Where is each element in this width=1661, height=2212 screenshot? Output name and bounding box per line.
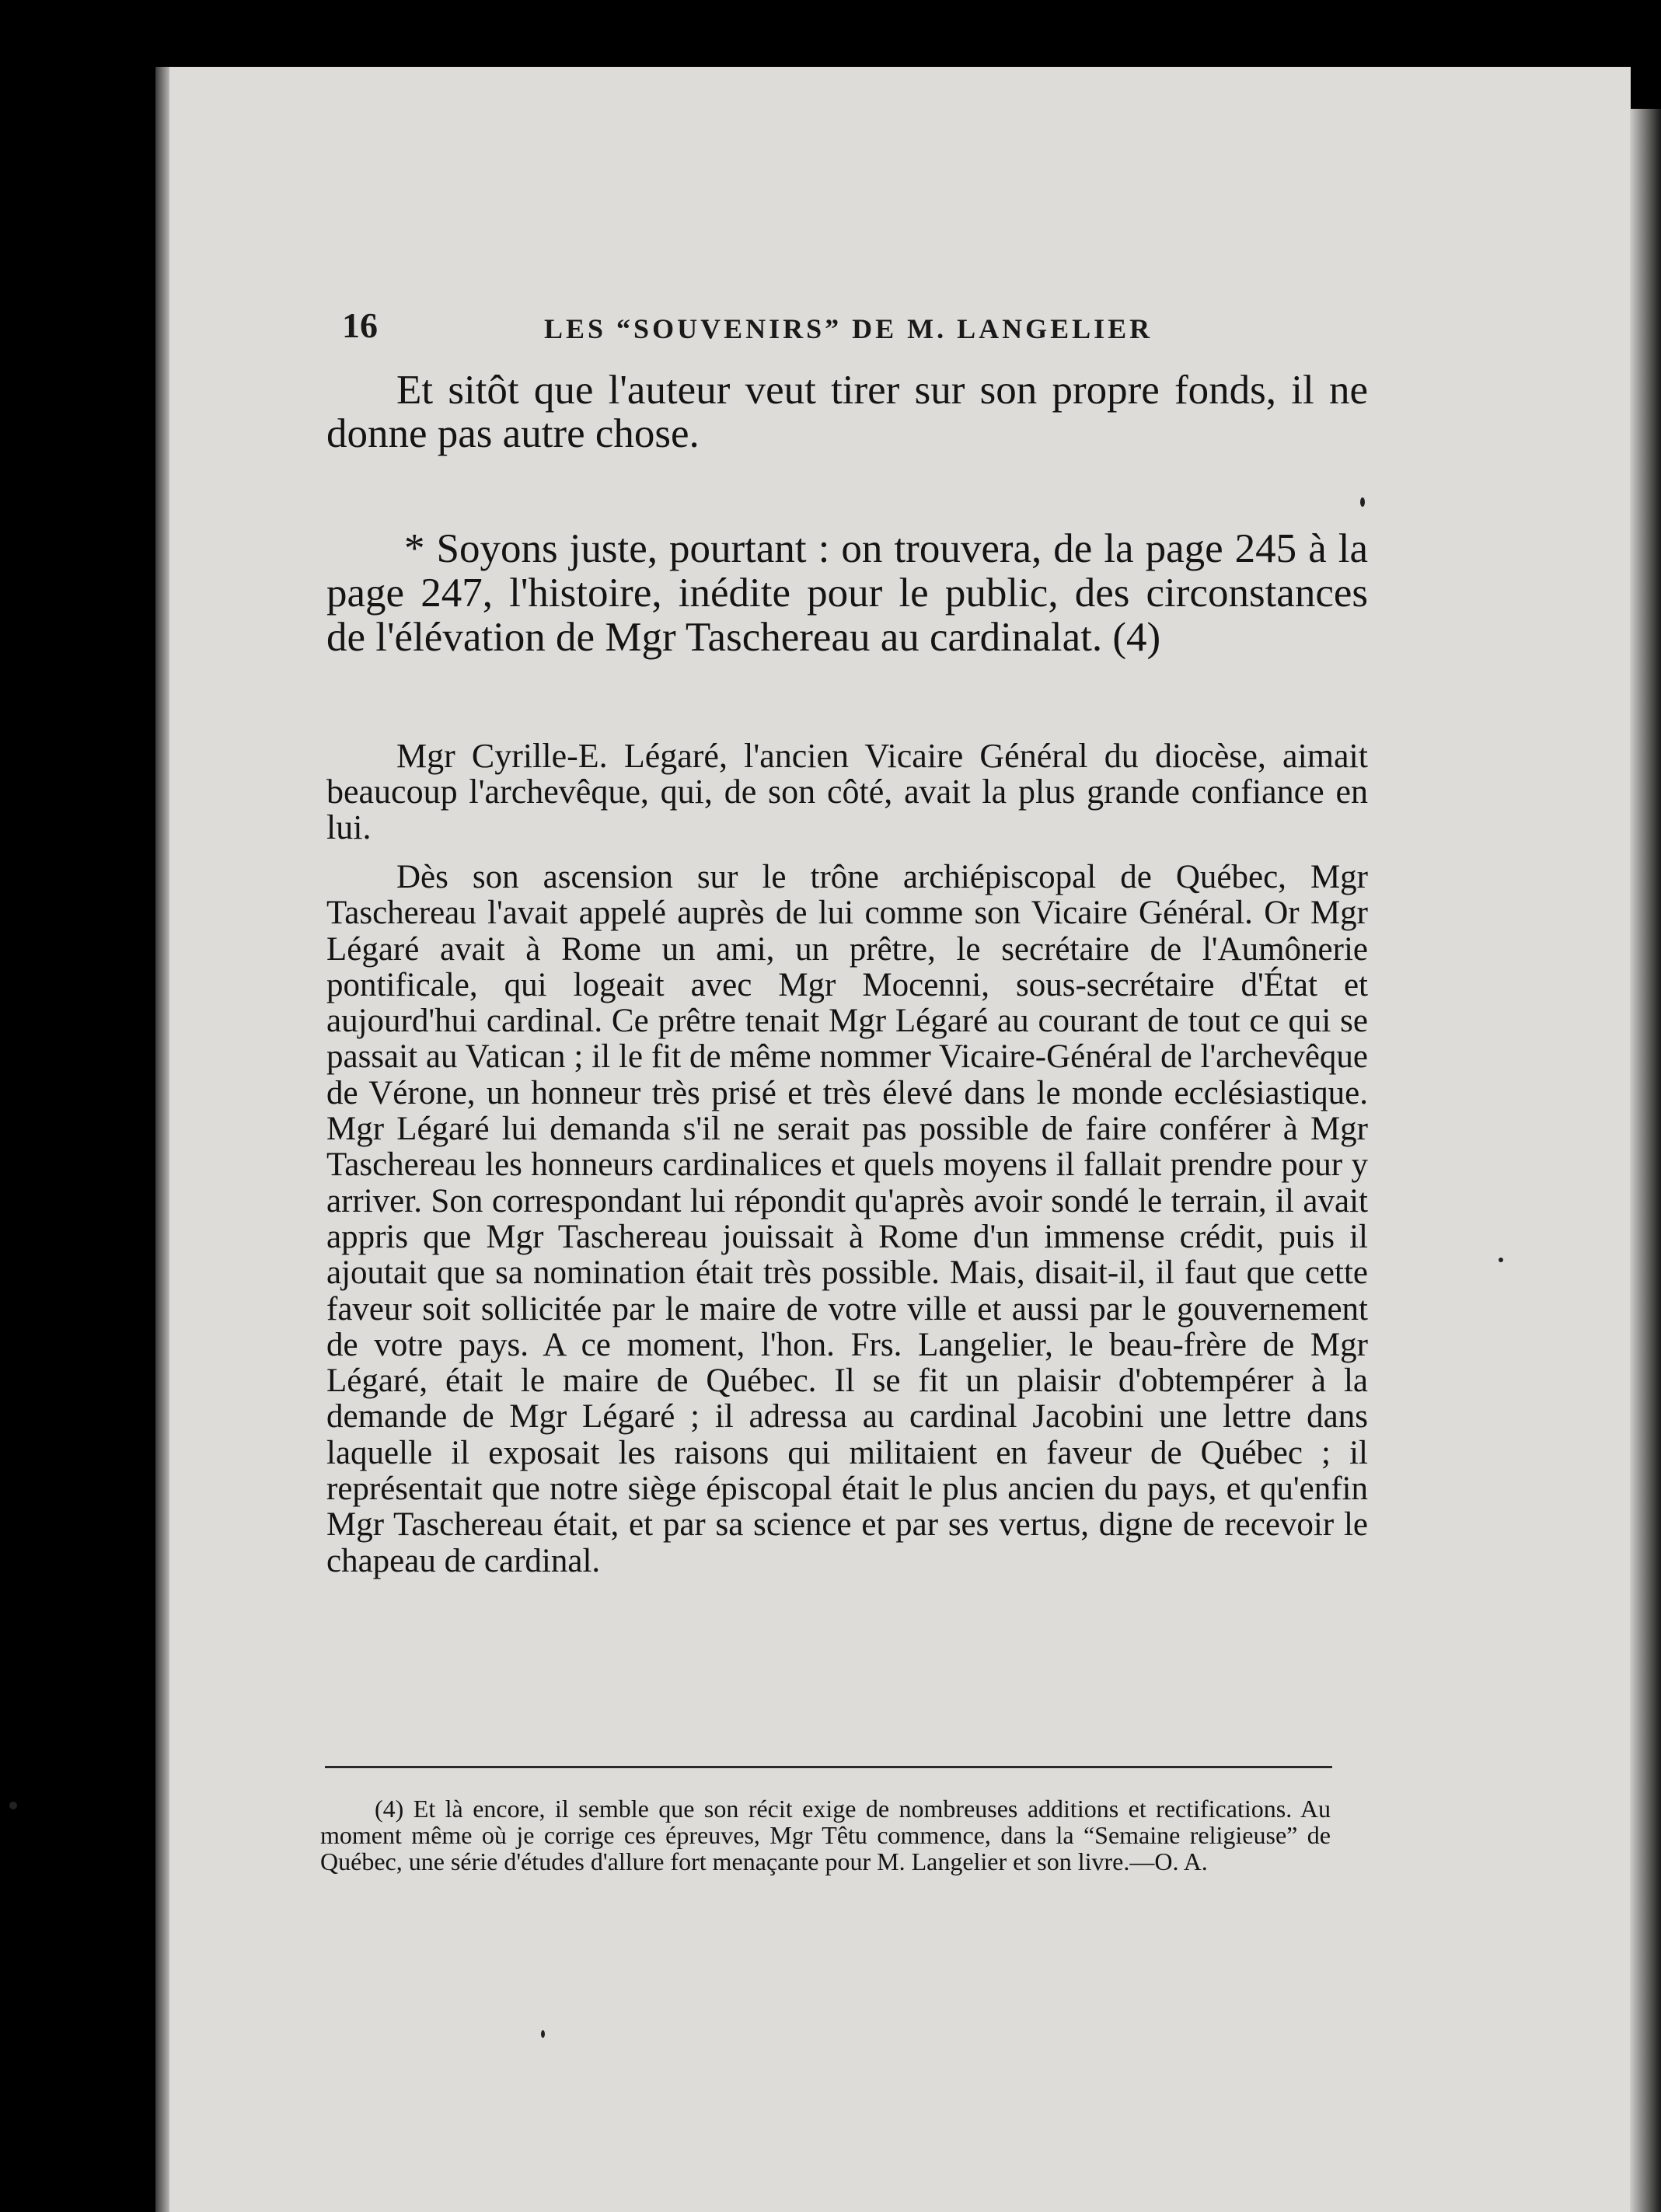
- page-left-edge: [155, 67, 169, 2212]
- highlight-paragraph: * Soyons juste, pourtant : on trouvera, de la page 245 à la page 247, l'histoire, inédite pour le public, des circonstances de l'élévation de Mgr Taschereau au cardinalat. (4): [326, 526, 1368, 660]
- scan-speck: [1499, 1258, 1503, 1262]
- footnote: (4) Et là encore, il semble que son récit exige de nombreuses additions et rectifications. Au moment même où je corrige ces épreuves, Mgr Têtu commence, dans la “Semaine religieuse” de Québec, une série d'études d'allure fort menaçante pour M. Langelier et son livre.—O. A.: [320, 1795, 1331, 1875]
- quote-paragraph: Mgr Cyrille-E. Légaré, l'ancien Vicaire Général du diocèse, aimait beaucoup l'archevêque, qui, de son côté, avait la plus grande confiance en lui.: [326, 737, 1368, 846]
- scan-speck: [541, 2030, 545, 2038]
- intro-paragraph: Et sitôt que l'auteur veut tirer sur son propre fonds, il ne donne pas autre chose.: [326, 368, 1368, 456]
- page-right-edge: [1630, 109, 1661, 2212]
- running-head: LES “SOUVENIRS” DE M. LANGELIER: [544, 313, 1153, 344]
- page-header: [342, 305, 1244, 351]
- scan-speck: [9, 1802, 17, 1809]
- page-number: 16: [342, 305, 378, 345]
- footnote-rule: [325, 1766, 1332, 1768]
- quote-paragraph-long: Dès son ascension sur le trône archiépiscopal de Québec, Mgr Taschereau l'avait appelé auprès de lui comme son Vicaire Général. Or Mgr Légaré avait à Rome un ami, un prêtre, le secrétaire de l'Aumônerie pontificale, qui logeait avec Mgr Mocenni, sous-secrétaire d'État et aujourd'hui cardinal. Ce prêtre tenait Mgr Légaré au courant de tout ce qui se passait au Vatican ; il le fit de même nommer Vicaire-Général de l'archevêque de Vérone, un honneur très prisé et très élevé dans le monde ecclésiastique. Mgr Légaré lui demanda s'il ne serait pas possible de faire conférer à Mgr Taschereau les honneurs cardinalices et quels moyens il fallait prendre pour y arriver. Son correspondant lui répondit qu'après avoir sondé le terrain, il avait appris que Mgr Taschereau jouissait à Rome d'un immense crédit, puis il ajoutait que sa nomination était très possible. Mais, disait-il, il faut que cette faveur soit sollicitée par le maire de votre ville et aussi par le gouvernement de votre pays. A ce moment, l'hon. Frs. Langelier, le beau-frère de Mgr Légaré, était le maire de Québec. Il se fit un plaisir d'obtempérer à la demande de Mgr Légaré ; il adressa au cardinal Jacobini une lettre dans laquelle il exposait les raisons qui militaient en faveur de Québec ; il représentait que notre siège épiscopal était le plus ancien du pays, et qu'enfin Mgr Taschereau était, et par sa science et par ses vertus, digne de recevoir le chapeau de cardinal.: [326, 859, 1368, 1579]
- scan-speck: [1360, 497, 1365, 507]
